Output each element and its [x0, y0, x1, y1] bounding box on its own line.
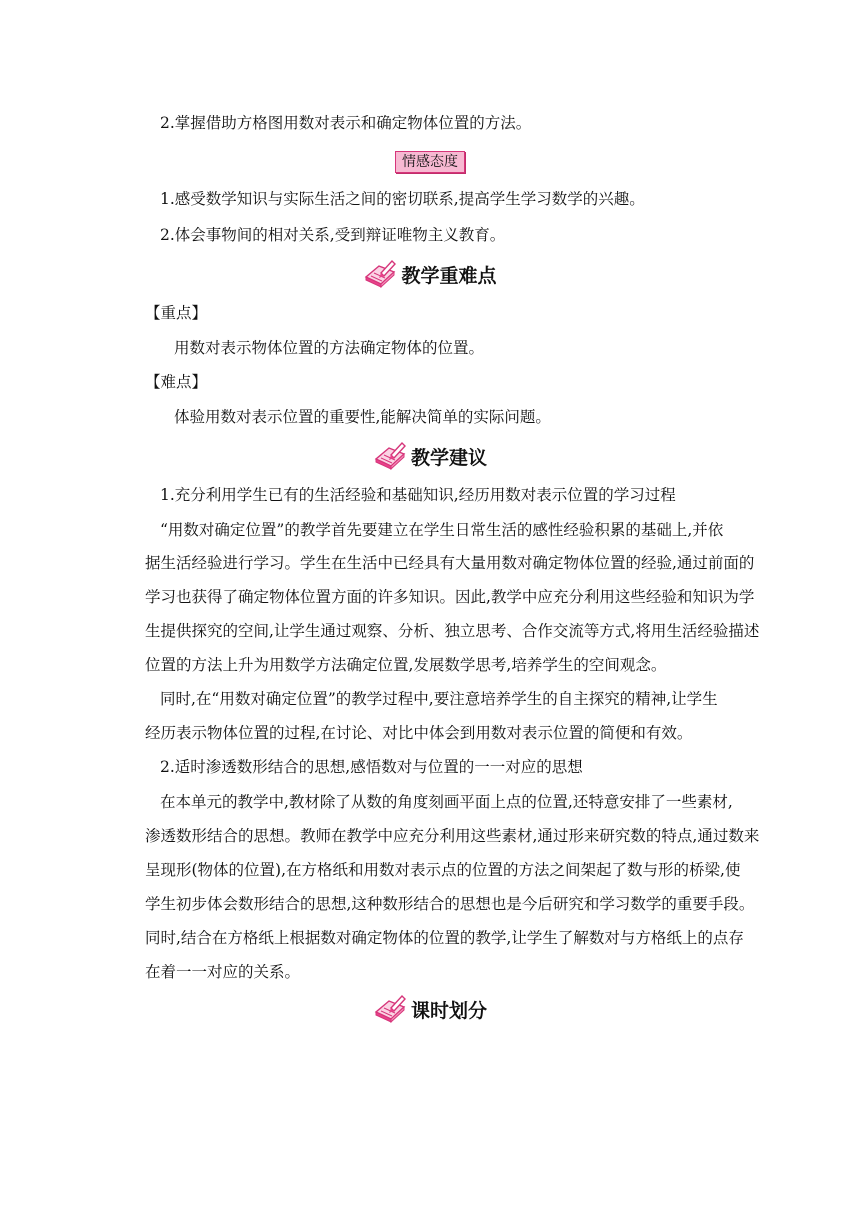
paragraph-3-line-2: 渗透数形结合的思想。教师在教学中应充分利用这些素材,通过形来研究数的特点,通过数来: [145, 827, 760, 845]
paragraph-1-line-5: 位置的方法上升为用数学方法确定位置,发展数学思考,培养学生的空间观念。: [145, 656, 667, 674]
paragraph-1-line-2: 据生活经验进行学习。学生在生活中已经具有大量用数对确定物体位置的经验,通过前面的: [145, 554, 755, 572]
goal-item-2: 2.掌握借助方格图用数对表示和确定物体位置的方法。: [160, 114, 532, 132]
difficulty-label: 【难点】: [145, 373, 208, 391]
paragraph-3-line-3: 呈现形(物体的位置),在方格纸和用数对表示点的位置的方法之间架起了数与形的桥梁,使: [145, 861, 741, 879]
focus-text: 用数对表示物体位置的方法确定物体的位置。: [174, 339, 485, 357]
attitude-item-1: 1.感受数学知识与实际生活之间的密切联系,提高学生学习数学的兴趣。: [160, 190, 645, 208]
difficulty-text: 体验用数对表示位置的重要性,能解决简单的实际问题。: [174, 408, 551, 426]
heading-key-points-title: 教学重难点: [401, 264, 497, 287]
heading-key-points: [0, 257, 860, 291]
heading-suggestions-title: 教学建议: [410, 446, 487, 469]
attitude-item-2: 2.体会事物间的相对关系,受到辩证唯物主义教育。: [160, 226, 506, 244]
attitude-tag-wrap: [0, 151, 860, 173]
paragraph-1-line-4: 生提供探究的空间,让学生通过观察、分析、独立思考、合作交流等方式,将用生活经验描述: [145, 622, 760, 640]
suggestion-2-title: 2.适时渗透数形结合的思想,感悟数对与位置的一一对应的思想: [160, 758, 583, 776]
pencil-notebook-icon: [373, 441, 407, 471]
heading-suggestions: [0, 439, 860, 473]
paragraph-3-line-5: 同时,结合在方格纸上根据数对确定物体的位置的教学,让学生了解数对与方格纸上的点存: [145, 929, 744, 947]
suggestion-1-title: 1.充分利用学生已有的生活经验和基础知识,经历用数对表示位置的学习过程: [160, 486, 676, 504]
paragraph-3-line-4: 学生初步体会数形结合的思想,这种数形结合的思想也是今后研究和学习数学的重要手段。: [145, 895, 755, 913]
focus-label: 【重点】: [145, 304, 208, 322]
heading-schedule-title: 课时划分: [410, 999, 487, 1022]
paragraph-3-line-6: 在着一一对应的关系。: [145, 963, 301, 981]
heading-schedule: [0, 992, 860, 1026]
paragraph-1-line-1: “用数对确定位置”的教学首先要建立在学生日常生活的感性经验积累的基础上,并依: [160, 521, 724, 539]
attitude-tag: 情感态度: [395, 151, 465, 173]
pencil-notebook-icon: [373, 994, 407, 1024]
paragraph-1-line-3: 学习也获得了确定物体位置方面的许多知识。因此,教学中应充分利用这些经验和知识为学: [145, 588, 755, 606]
paragraph-3-line-1: 在本单元的教学中,教材除了从数的角度刻画平面上点的位置,还特意安排了一些素材,: [160, 793, 733, 811]
paragraph-2-line-1: 同时,在“用数对确定位置”的教学过程中,要注意培养学生的自主探究的精神,让学生: [160, 690, 718, 708]
pencil-notebook-icon: [363, 259, 397, 289]
paragraph-2-line-2: 经历表示物体位置的过程,在讨论、对比中体会到用数对表示位置的简便和有效。: [145, 724, 693, 742]
